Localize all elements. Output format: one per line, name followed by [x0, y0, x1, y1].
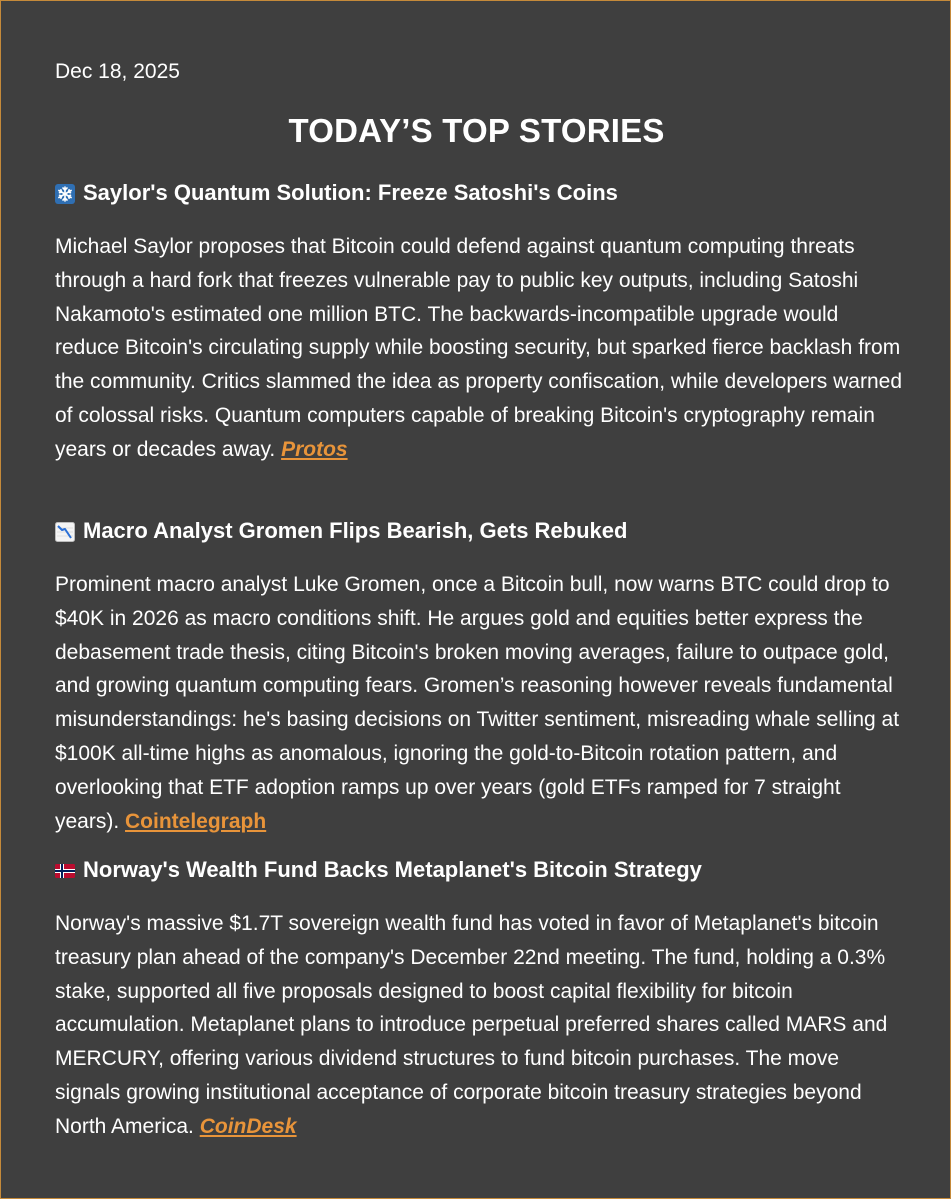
source-link[interactable]: Protos	[281, 437, 348, 461]
story-body-text: Michael Saylor proposes that Bitcoin could defend against quantum computing threats through a hard fork that freezes vulnerable pay to public key outputs, including Satoshi Nakamoto's estimated one million BTC. The backwards-incompatible upgrade would reduce Bitcoin's circulating supply while boosting security, but sparked fierce backlash from the community. Critics slammed the idea as property confiscation, while developers warned of colossal risks. Quantum computers capable of breaking Bitcoin's cryptography remain years or decades away.	[55, 235, 902, 461]
story-body-text: Norway's massive $1.7T sovereign wealth fund has voted in favor of Metaplanet's bitcoin treasury plan ahead of the company's December 22nd meeting. The fund, holding a 0.3% stake, supported all five proposals designed to boost capital flexibility for bitcoin accumulation. Metaplanet plans to introduce perpetual preferred shares called MARS and MERCURY, offering various dividend structures to fund bitcoin purchases. The move signals growing institutional acceptance of corporate bitcoin treasury strategies beyond North America.	[55, 912, 888, 1138]
story-title-text: Norway's Wealth Fund Backs Metaplanet's Bitcoin Strategy	[83, 857, 702, 882]
story-title	[55, 856, 702, 884]
story-body	[55, 907, 905, 1144]
story-body-text: Prominent macro analyst Luke Gromen, once a Bitcoin bull, now warns BTC could drop to $40K in 2026 as macro conditions shift. He argues gold and equities better express the debasement trade thesis, citing Bitcoin's broken moving averages, failure to outpace gold, and growing quantum computing fears. Gromen’s reasoning however reveals fundamental misunderstandings: he's basing decisions on Twitter sentiment, misreading whale selling at $100K all-time highs as anomalous, ignoring the gold-to-Bitcoin rotation pattern, and overlooking that ETF adoption ramps up over years (gold ETFs ramped for 7 straight years).	[55, 573, 900, 833]
page-title: TODAY’S TOP STORIES	[288, 112, 665, 149]
story-body	[55, 230, 905, 467]
chart-decreasing-icon	[55, 521, 75, 541]
story-body	[55, 568, 905, 838]
story-title	[55, 517, 627, 545]
norway-flag-icon	[55, 860, 75, 880]
story-title	[55, 179, 618, 207]
source-link[interactable]: Cointelegraph	[125, 809, 267, 833]
story-title-text: Saylor's Quantum Solution: Freeze Satoshi's Coins	[83, 180, 618, 205]
snowflake-icon	[55, 183, 75, 203]
story-title-text: Macro Analyst Gromen Flips Bearish, Gets Rebuked	[83, 518, 628, 543]
publish-date: Dec 18, 2025	[55, 60, 180, 83]
source-link[interactable]: CoinDesk	[199, 1114, 297, 1138]
